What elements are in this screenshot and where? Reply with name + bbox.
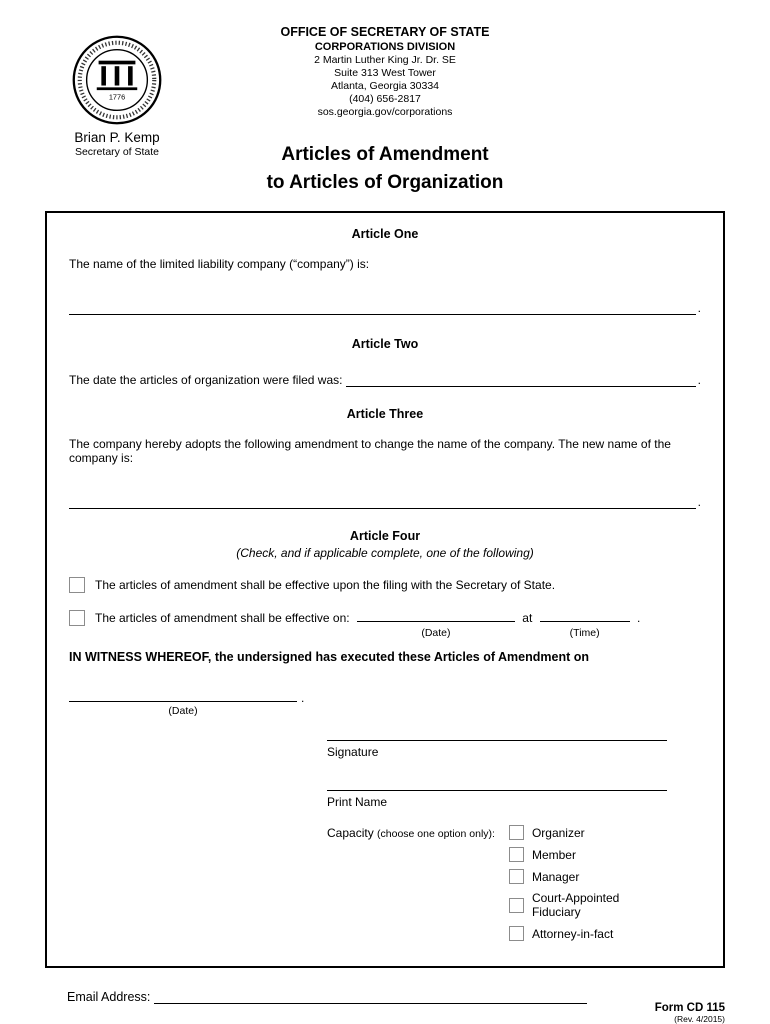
- organizer-label: Organizer: [531, 825, 585, 840]
- address-line-3: Atlanta, Georgia 30334: [331, 80, 439, 92]
- witness-date-sublabel: (Date): [168, 705, 198, 717]
- effective-on-date-prefix: The articles of amendment shall be effective on:: [95, 611, 350, 625]
- document-title-line2: to Articles of Organization: [266, 172, 504, 193]
- attorney-in-fact-checkbox[interactable]: [509, 926, 524, 941]
- print-name-line[interactable]: [327, 775, 667, 791]
- capacity-option-court-appointed-fiduciary: [509, 891, 667, 919]
- company-name-line-suffix: .: [697, 301, 701, 315]
- capacity-option-member: [509, 847, 667, 862]
- witness-date-row: [69, 690, 701, 717]
- effective-time-field: [540, 610, 630, 639]
- effective-on-filing-label: The articles of amendment shall be effective upon the filing with the Secretary of State.: [95, 578, 556, 592]
- signature-label: Signature: [327, 745, 379, 759]
- form-number-block: [655, 1002, 725, 1024]
- capacity-section: [327, 825, 667, 948]
- form-revision: (Rev. 4/2015): [674, 1014, 725, 1024]
- effective-on-date-checkbox[interactable]: [69, 610, 85, 626]
- attorney-in-fact-label: Attorney-in-fact: [531, 926, 614, 941]
- seal-block: [52, 34, 182, 158]
- division-name: CORPORATIONS DIVISION: [314, 41, 456, 53]
- document-title-line1: Articles of Amendment: [281, 144, 489, 165]
- manager-label: Manager: [531, 869, 580, 884]
- filing-date-prompt: The date the articles of organization were filed was:: [69, 373, 343, 387]
- member-checkbox[interactable]: [509, 847, 524, 862]
- article-four-heading: Article Four: [349, 529, 421, 543]
- manager-checkbox[interactable]: [509, 869, 524, 884]
- capacity-word: Capacity: [327, 826, 374, 840]
- form-box: [45, 211, 725, 968]
- capacity-option-attorney-in-fact: [509, 926, 667, 941]
- filing-date-line[interactable]: [346, 373, 695, 387]
- effective-on-date-mid: at: [522, 611, 533, 625]
- article-two-heading: Article Two: [351, 337, 419, 351]
- effective-on-filing-option: [69, 577, 701, 593]
- effective-on-date-suffix: .: [636, 611, 641, 625]
- capacity-option-manager: [509, 869, 667, 884]
- print-name-label: Print Name: [327, 795, 388, 809]
- website-url: sos.georgia.gov/corporations: [317, 106, 453, 118]
- article-four-instruction: (Check, and if applicable complete, one of the following): [236, 546, 534, 560]
- form-number: Form CD 115: [654, 1002, 725, 1014]
- official-title: Secretary of State: [74, 146, 160, 158]
- member-label: Member: [531, 847, 576, 862]
- effective-on-date-option: [69, 610, 701, 639]
- effective-on-filing-checkbox[interactable]: [69, 577, 85, 593]
- phone-number: (404) 656-2817: [349, 93, 421, 105]
- witness-date-line[interactable]: [69, 690, 297, 702]
- company-name-prompt: The name of the limited liability company (“company”) is:: [69, 257, 370, 271]
- witness-date-field: [69, 690, 297, 717]
- new-name-prompt: The company hereby adopts the following amendment to change the name of the company. The new name of the company is:: [69, 437, 671, 465]
- signature-block: [327, 725, 667, 948]
- witness-statement: IN WITNESS WHEREOF, the undersigned has executed these Articles of Amendment on: [69, 650, 589, 664]
- page-footer: [45, 990, 725, 1024]
- capacity-note: (choose one option only):: [377, 828, 495, 840]
- court-appointed-fiduciary-checkbox[interactable]: [509, 898, 524, 913]
- effective-time-line[interactable]: [540, 610, 630, 622]
- article-one-heading: Article One: [351, 227, 419, 241]
- capacity-options: [509, 825, 667, 948]
- email-label: Email Address:: [67, 990, 151, 1004]
- court-appointed-fiduciary-label: Court-Appointed Fiduciary: [531, 891, 620, 919]
- organizer-checkbox[interactable]: [509, 825, 524, 840]
- witness-date-suffix: .: [301, 691, 305, 705]
- article-three-heading: Article Three: [346, 407, 424, 421]
- email-address-line[interactable]: [154, 990, 587, 1004]
- address-line-2: Suite 313 West Tower: [334, 67, 436, 79]
- effective-on-date-label: [95, 610, 641, 639]
- capacity-option-organizer: [509, 825, 667, 840]
- company-name-line[interactable]: [69, 301, 696, 315]
- office-name: OFFICE OF SECRETARY OF STATE: [280, 25, 490, 39]
- new-company-name-line-suffix: .: [697, 495, 701, 509]
- effective-date-field: [357, 610, 515, 639]
- new-company-name-line[interactable]: [69, 495, 696, 509]
- effective-time-sublabel: (Time): [569, 627, 600, 639]
- effective-date-line[interactable]: [357, 610, 515, 622]
- georgia-state-seal-icon: [71, 34, 163, 126]
- official-name: Brian P. Kemp: [74, 130, 160, 145]
- filing-date-line-suffix: .: [697, 373, 701, 387]
- capacity-label: [327, 825, 495, 948]
- email-row: [67, 990, 587, 1004]
- signature-line[interactable]: [327, 725, 667, 741]
- address-line-1: 2 Martin Luther King Jr. Dr. SE: [314, 54, 456, 66]
- svg-text:1776: 1776: [108, 92, 126, 102]
- effective-date-sublabel: (Date): [421, 627, 451, 639]
